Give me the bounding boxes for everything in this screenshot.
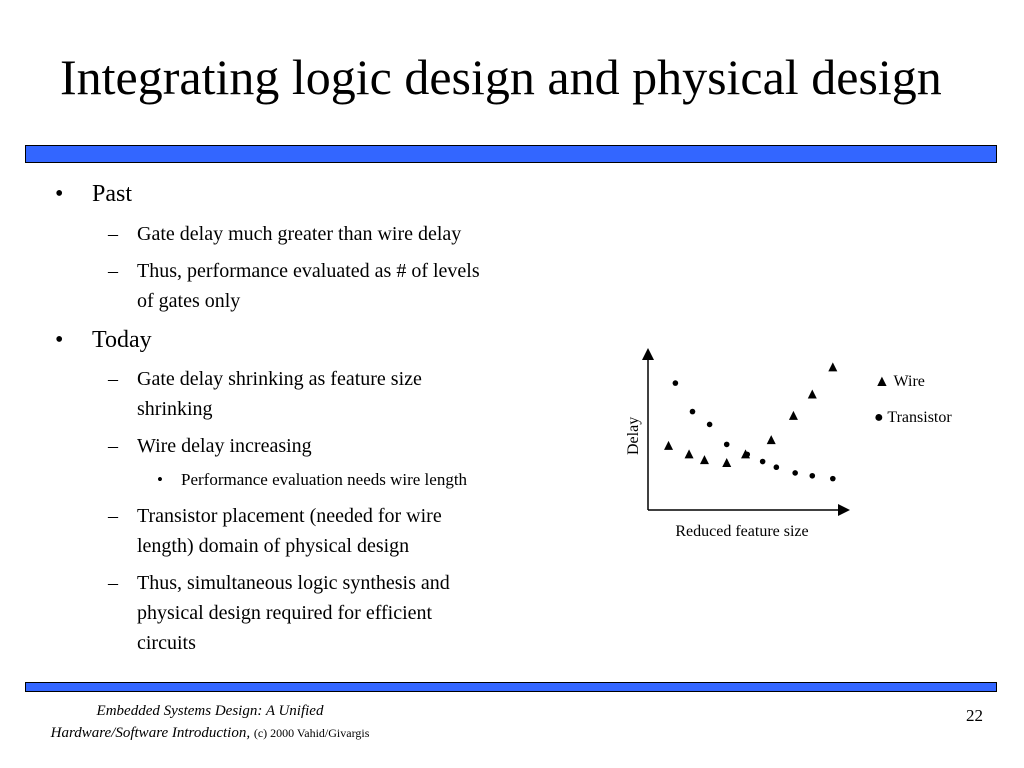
wire-point bbox=[828, 362, 837, 371]
bullet-list: • Past – Gate delay much greater than wire delay – Thus, performance evaluated as # of levels of gates only • Today – Gate delay shrinking as feature size shrinking – Wire delay increasing • Performance evaluation needs wire length – Transistor placement (needed for wire length) domain of physical design – Thus, simultaneous logic synthesis and physical design required for efficient circuits bbox=[0, 0, 600, 680]
y-axis-label: Delay bbox=[625, 416, 642, 455]
sub-bullet-text: Gate delay much greater than wire delay bbox=[137, 223, 462, 245]
transistor-point bbox=[792, 470, 798, 476]
transistor-point bbox=[760, 459, 766, 465]
bullet-today-label: Today bbox=[92, 327, 152, 353]
delay-chart bbox=[600, 340, 1000, 550]
slide-title: Integrating logic design and physical design bbox=[60, 49, 942, 105]
legend-entry-transistor: ● Transistor bbox=[874, 409, 952, 426]
footer-cite-line1: Embedded Systems Design: A Unified bbox=[96, 703, 324, 719]
footer-rule bbox=[25, 682, 997, 692]
wire-point bbox=[700, 455, 709, 464]
sub-bullet-continuation: circuits bbox=[137, 632, 196, 654]
footer-copyright: (c) 2000 Vahid/Givargis bbox=[253, 726, 370, 740]
wire-point bbox=[789, 411, 798, 420]
transistor-point bbox=[744, 452, 750, 458]
sub-sub-bullet-text: Performance evaluation needs wire length bbox=[181, 470, 468, 489]
wire-point bbox=[722, 458, 731, 467]
sub-bullet-continuation: length) domain of physical design bbox=[137, 535, 410, 557]
transistor-point bbox=[724, 442, 730, 448]
transistor-point bbox=[830, 476, 836, 482]
x-axis-label: Reduced feature size bbox=[675, 523, 809, 540]
footer-citation bbox=[0, 700, 420, 744]
bullet-past-label: Past bbox=[92, 181, 133, 207]
wire-point bbox=[685, 449, 694, 458]
wire-point bbox=[808, 389, 817, 398]
sub-bullet-continuation: of gates only bbox=[137, 290, 241, 312]
transistor-point bbox=[809, 473, 815, 479]
transistor-point bbox=[774, 464, 780, 470]
footer-cite-book: Hardware/Software Introduction, bbox=[50, 725, 251, 741]
transistor-point bbox=[690, 409, 696, 415]
sub-bullet-text: Transistor placement (needed for wire bbox=[137, 505, 442, 527]
sub-bullet-continuation: physical design required for efficient bbox=[137, 602, 433, 624]
sub-bullet-text: Gate delay shrinking as feature size bbox=[137, 368, 422, 390]
wire-point bbox=[767, 435, 776, 444]
page-number: 22 bbox=[966, 706, 983, 725]
sub-bullet-text: Thus, performance evaluated as # of levels bbox=[137, 260, 480, 282]
wire-point bbox=[664, 441, 673, 450]
sub-bullet-continuation: shrinking bbox=[137, 398, 213, 420]
transistor-point bbox=[707, 422, 713, 428]
chart-legend bbox=[874, 373, 952, 426]
footer-cite-line2 bbox=[0, 722, 420, 744]
legend-entry-wire: ▲ Wire bbox=[874, 373, 925, 390]
sub-bullet-text: Thus, simultaneous logic synthesis and bbox=[137, 572, 450, 594]
transistor-point bbox=[673, 380, 679, 386]
sub-bullet-text: Wire delay increasing bbox=[137, 435, 312, 457]
